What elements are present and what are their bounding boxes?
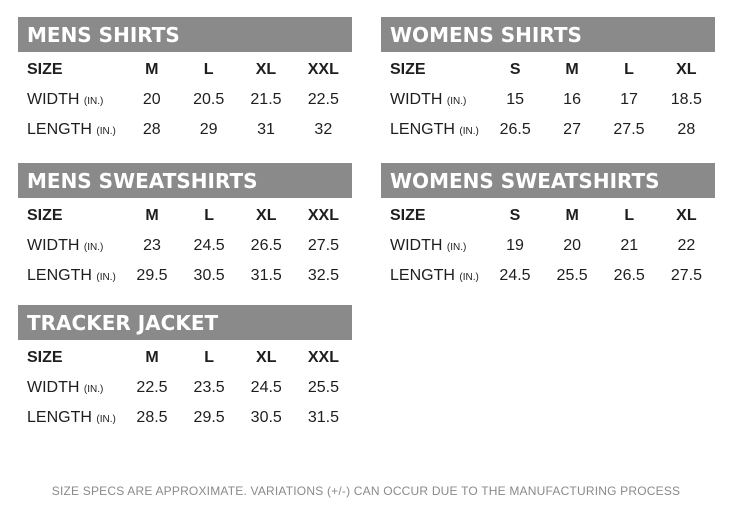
table-cell: 18.5: [670, 91, 702, 108]
unit-label: (IN.): [459, 126, 479, 137]
row-label: [18, 85, 124, 115]
table-cell: 20.5: [193, 91, 225, 108]
row-label-text: WIDTH: [390, 91, 443, 108]
column-header: XXL: [307, 207, 339, 224]
column-header: XXL: [307, 349, 339, 366]
panel-title: WOMENS SHIRTS: [381, 17, 715, 52]
column-header: SIZE: [390, 61, 426, 78]
unit-label: (IN.): [83, 384, 104, 395]
table-cell: 19: [506, 237, 524, 254]
table-cell: 24.5: [250, 379, 282, 396]
unit-label: (IN.): [96, 414, 116, 425]
panel-title: TRACKER JACKET: [18, 305, 352, 340]
table-cell: 27.5: [670, 267, 702, 284]
row-label: [18, 261, 123, 291]
table-cell: 24.5: [193, 237, 225, 254]
column-header: S: [509, 61, 521, 78]
panel-title: WOMENS SWEATSHIRTS: [381, 163, 715, 198]
length-row: [18, 261, 352, 291]
row-label: [381, 231, 486, 261]
unit-label: (IN.): [96, 126, 116, 137]
table-cell: 29: [199, 121, 218, 138]
column-header: M: [565, 61, 579, 78]
column-header: L: [203, 61, 214, 78]
table-cell: 28: [142, 121, 161, 138]
size-table: [381, 201, 715, 291]
table-header-row: [381, 55, 715, 85]
table-cell: 27.5: [613, 121, 645, 138]
column-header: SIZE: [27, 349, 63, 366]
table-header-row: [18, 343, 352, 373]
size-table: [381, 55, 715, 145]
panel-title: MENS SWEATSHIRTS: [18, 163, 352, 198]
unit-label: (IN.): [446, 242, 467, 253]
column-header: SIZE: [27, 207, 63, 224]
column-header: SIZE: [390, 207, 426, 224]
column-header: XL: [676, 207, 697, 224]
length-row: [18, 403, 352, 433]
table-cell: 31: [257, 121, 275, 138]
table-cell: 21: [620, 237, 639, 254]
row-label: [18, 231, 123, 261]
table-cell: 29.5: [193, 409, 225, 426]
column-header: M: [145, 207, 159, 224]
panel-title: MENS SHIRTS: [18, 17, 352, 52]
size-table: [18, 343, 352, 433]
table-cell: 22: [677, 237, 696, 254]
mens-sweatshirts-panel: [18, 163, 352, 291]
row-label: [381, 85, 487, 115]
size-table: [18, 55, 352, 145]
unit-label: (IN.): [96, 272, 116, 283]
table-header-row: [18, 201, 352, 231]
column-header: L: [204, 349, 215, 366]
length-row: [381, 261, 715, 291]
column-header: M: [565, 207, 579, 224]
column-header: XXL: [307, 61, 339, 78]
column-header: SIZE: [27, 61, 63, 78]
length-row: [381, 115, 715, 145]
table-cell: 22.5: [136, 379, 168, 396]
unit-label: (IN.): [83, 96, 104, 107]
unit-label: (IN.): [446, 96, 467, 107]
table-cell: 31.5: [250, 267, 282, 284]
table-cell: 32.5: [307, 267, 339, 284]
tracker-jacket-panel: [18, 305, 352, 433]
size-table: [18, 201, 352, 291]
width-row: [18, 231, 352, 261]
row-label-text: WIDTH: [27, 379, 80, 396]
table-cell: 27: [563, 121, 581, 138]
table-cell: 23: [143, 237, 161, 254]
row-label-text: WIDTH: [390, 237, 443, 254]
width-row: [18, 85, 352, 115]
row-label-text: LENGTH: [390, 267, 455, 284]
unit-label: (IN.): [83, 242, 104, 253]
column-header: L: [624, 207, 635, 224]
column-header: XL: [255, 61, 277, 78]
row-label-text: LENGTH: [27, 409, 92, 426]
row-label: [381, 115, 487, 145]
row-label-text: LENGTH: [27, 267, 92, 284]
unit-label: (IN.): [459, 272, 479, 283]
table-cell: 28: [677, 121, 696, 138]
width-row: [381, 231, 715, 261]
row-label: [18, 373, 123, 403]
table-cell: 15: [506, 91, 525, 108]
table-cell: 32: [314, 121, 333, 138]
table-cell: 30.5: [250, 409, 282, 426]
row-label: [18, 403, 123, 433]
column-header: XL: [256, 207, 277, 224]
column-header: M: [145, 61, 159, 78]
column-header: L: [204, 207, 215, 224]
table-cell: 22.5: [307, 91, 339, 108]
table-cell: 31.5: [307, 409, 339, 426]
womens-sweatshirts-panel: [381, 163, 715, 291]
table-cell: 26.5: [250, 237, 282, 254]
table-cell: 24.5: [499, 267, 531, 284]
table-cell: 16: [563, 91, 581, 108]
row-label-text: WIDTH: [27, 237, 80, 254]
table-cell: 25.5: [556, 267, 588, 284]
table-cell: 27.5: [307, 237, 339, 254]
column-header: XL: [256, 349, 277, 366]
table-cell: 20: [563, 237, 582, 254]
width-row: [381, 85, 715, 115]
column-header: L: [624, 61, 634, 78]
column-header: S: [509, 207, 521, 224]
table-cell: 25.5: [307, 379, 339, 396]
table-cell: 20: [142, 91, 161, 108]
mens-shirts-panel: [18, 17, 352, 145]
table-cell: 30.5: [193, 267, 225, 284]
table-cell: 23.5: [193, 379, 225, 396]
womens-shirts-panel: [381, 17, 715, 145]
table-cell: 29.5: [136, 267, 168, 284]
footnote: SIZE SPECS ARE APPROXIMATE. VARIATIONS (+/-) CAN OCCUR DUE TO THE MANUFACTURING PROCESS: [51, 484, 681, 498]
width-row: [18, 373, 352, 403]
row-label-text: LENGTH: [27, 121, 92, 138]
table-header-row: [381, 201, 715, 231]
row-label-text: WIDTH: [27, 91, 80, 108]
table-cell: 26.5: [613, 267, 645, 284]
table-cell: 21.5: [250, 91, 282, 108]
row-label: [381, 261, 486, 291]
column-header: XL: [676, 61, 697, 78]
length-row: [18, 115, 352, 145]
table-cell: 28.5: [136, 409, 168, 426]
table-header-row: [18, 55, 352, 85]
row-label: [18, 115, 124, 145]
table-cell: 17: [620, 91, 638, 108]
table-cell: 26.5: [499, 121, 531, 138]
column-header: M: [145, 349, 159, 366]
row-label-text: LENGTH: [390, 121, 455, 138]
